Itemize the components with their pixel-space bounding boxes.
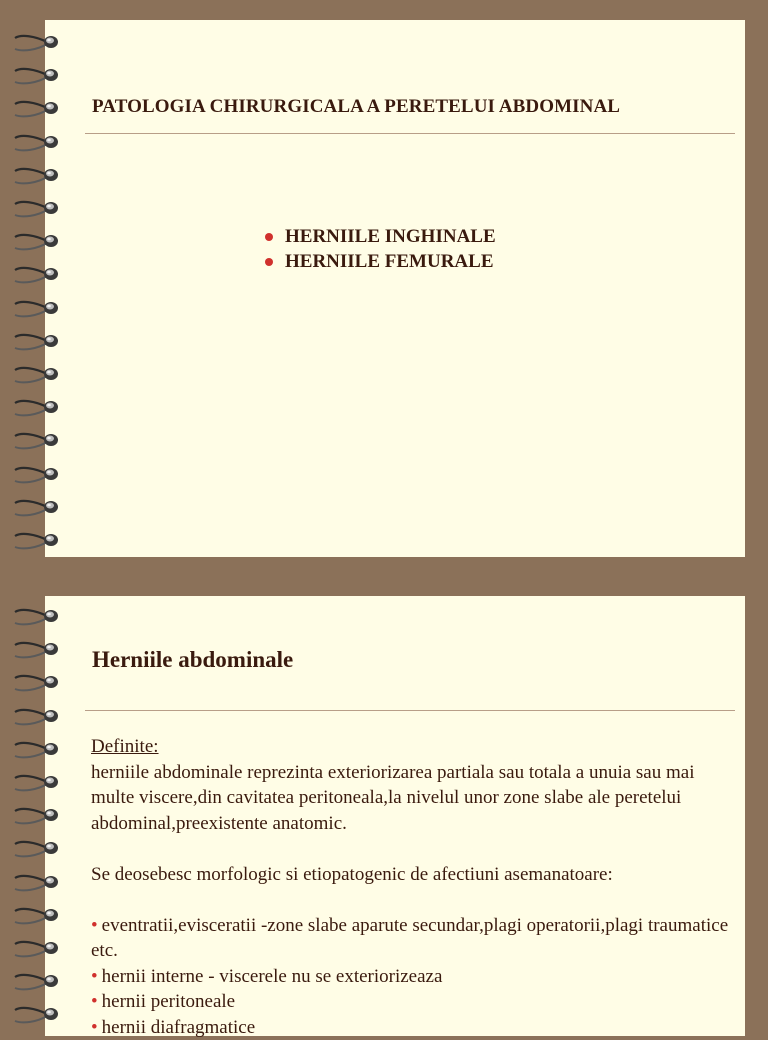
spiral-binding [13, 20, 63, 557]
binding-ring-icon [13, 969, 61, 993]
list-item: • eventratii,evisceratii -zone slabe aparute secundar,plagi operatorii,plagi traumatice etc. [91, 913, 731, 964]
binding-ring-icon [13, 528, 61, 552]
binding-ring-icon [13, 362, 61, 386]
slide-1-title: PATOLOGIA CHIRURGICALA A PERETELUI ABDOMINAL [92, 96, 620, 118]
binding-ring-icon [13, 803, 61, 827]
slide-2-body [91, 734, 731, 1040]
binding-ring-icon [13, 296, 61, 320]
list-item: • hernii interne - viscerele nu se exteriorizeaza [91, 964, 731, 990]
title-divider [85, 710, 735, 711]
slide-1 [45, 20, 745, 557]
slide-1-bullet-list [263, 224, 496, 274]
differential-intro: Se deosebesc morfologic si etiopatogenic de afectiuni asemanatoare: [91, 862, 731, 888]
binding-ring-icon [13, 229, 61, 253]
list-item: • hernii peritoneale [91, 989, 731, 1015]
binding-ring-icon [13, 262, 61, 286]
binding-ring-icon [13, 163, 61, 187]
bullet-item: HERNIILE INGHINALE [263, 224, 496, 249]
definition-text: herniile abdominale reprezinta exteriorizarea partiala sau totala a unuia sau mai multe viscere,din cavitatea peritoneala,la nivelul unor zone slabe ale peretelui abdominal,preexistente anatomic. [91, 760, 731, 837]
binding-ring-icon [13, 30, 61, 54]
slide-2-title: Herniile abdominale [92, 647, 293, 673]
binding-ring-icon [13, 704, 61, 728]
binding-ring-icon [13, 770, 61, 794]
binding-ring-icon [13, 395, 61, 419]
binding-ring-icon [13, 96, 61, 120]
binding-ring-icon [13, 870, 61, 894]
bullet-dot-icon: • [91, 1017, 98, 1038]
title-divider [85, 133, 735, 134]
bullet-dot-icon: • [91, 966, 98, 987]
binding-ring-icon [13, 63, 61, 87]
binding-ring-icon [13, 737, 61, 761]
binding-ring-icon [13, 1002, 61, 1026]
binding-ring-icon [13, 462, 61, 486]
bullet-dot-icon [265, 233, 273, 241]
definition-heading: Definite: [91, 734, 731, 760]
list-item: • hernii diafragmatice [91, 1015, 731, 1040]
bullet-item: HERNIILE FEMURALE [263, 249, 496, 274]
binding-ring-icon [13, 836, 61, 860]
binding-ring-icon [13, 903, 61, 927]
binding-ring-icon [13, 936, 61, 960]
binding-ring-icon [13, 196, 61, 220]
binding-ring-icon [13, 130, 61, 154]
bullet-dot-icon [265, 258, 273, 266]
bullet-dot-icon: • [91, 991, 98, 1012]
binding-ring-icon [13, 428, 61, 452]
bullet-dot-icon: • [91, 915, 98, 936]
binding-ring-icon [13, 604, 61, 628]
slide-2 [45, 596, 745, 1036]
binding-ring-icon [13, 637, 61, 661]
binding-ring-icon [13, 495, 61, 519]
binding-ring-icon [13, 329, 61, 353]
binding-ring-icon [13, 670, 61, 694]
spiral-binding [13, 596, 63, 1036]
